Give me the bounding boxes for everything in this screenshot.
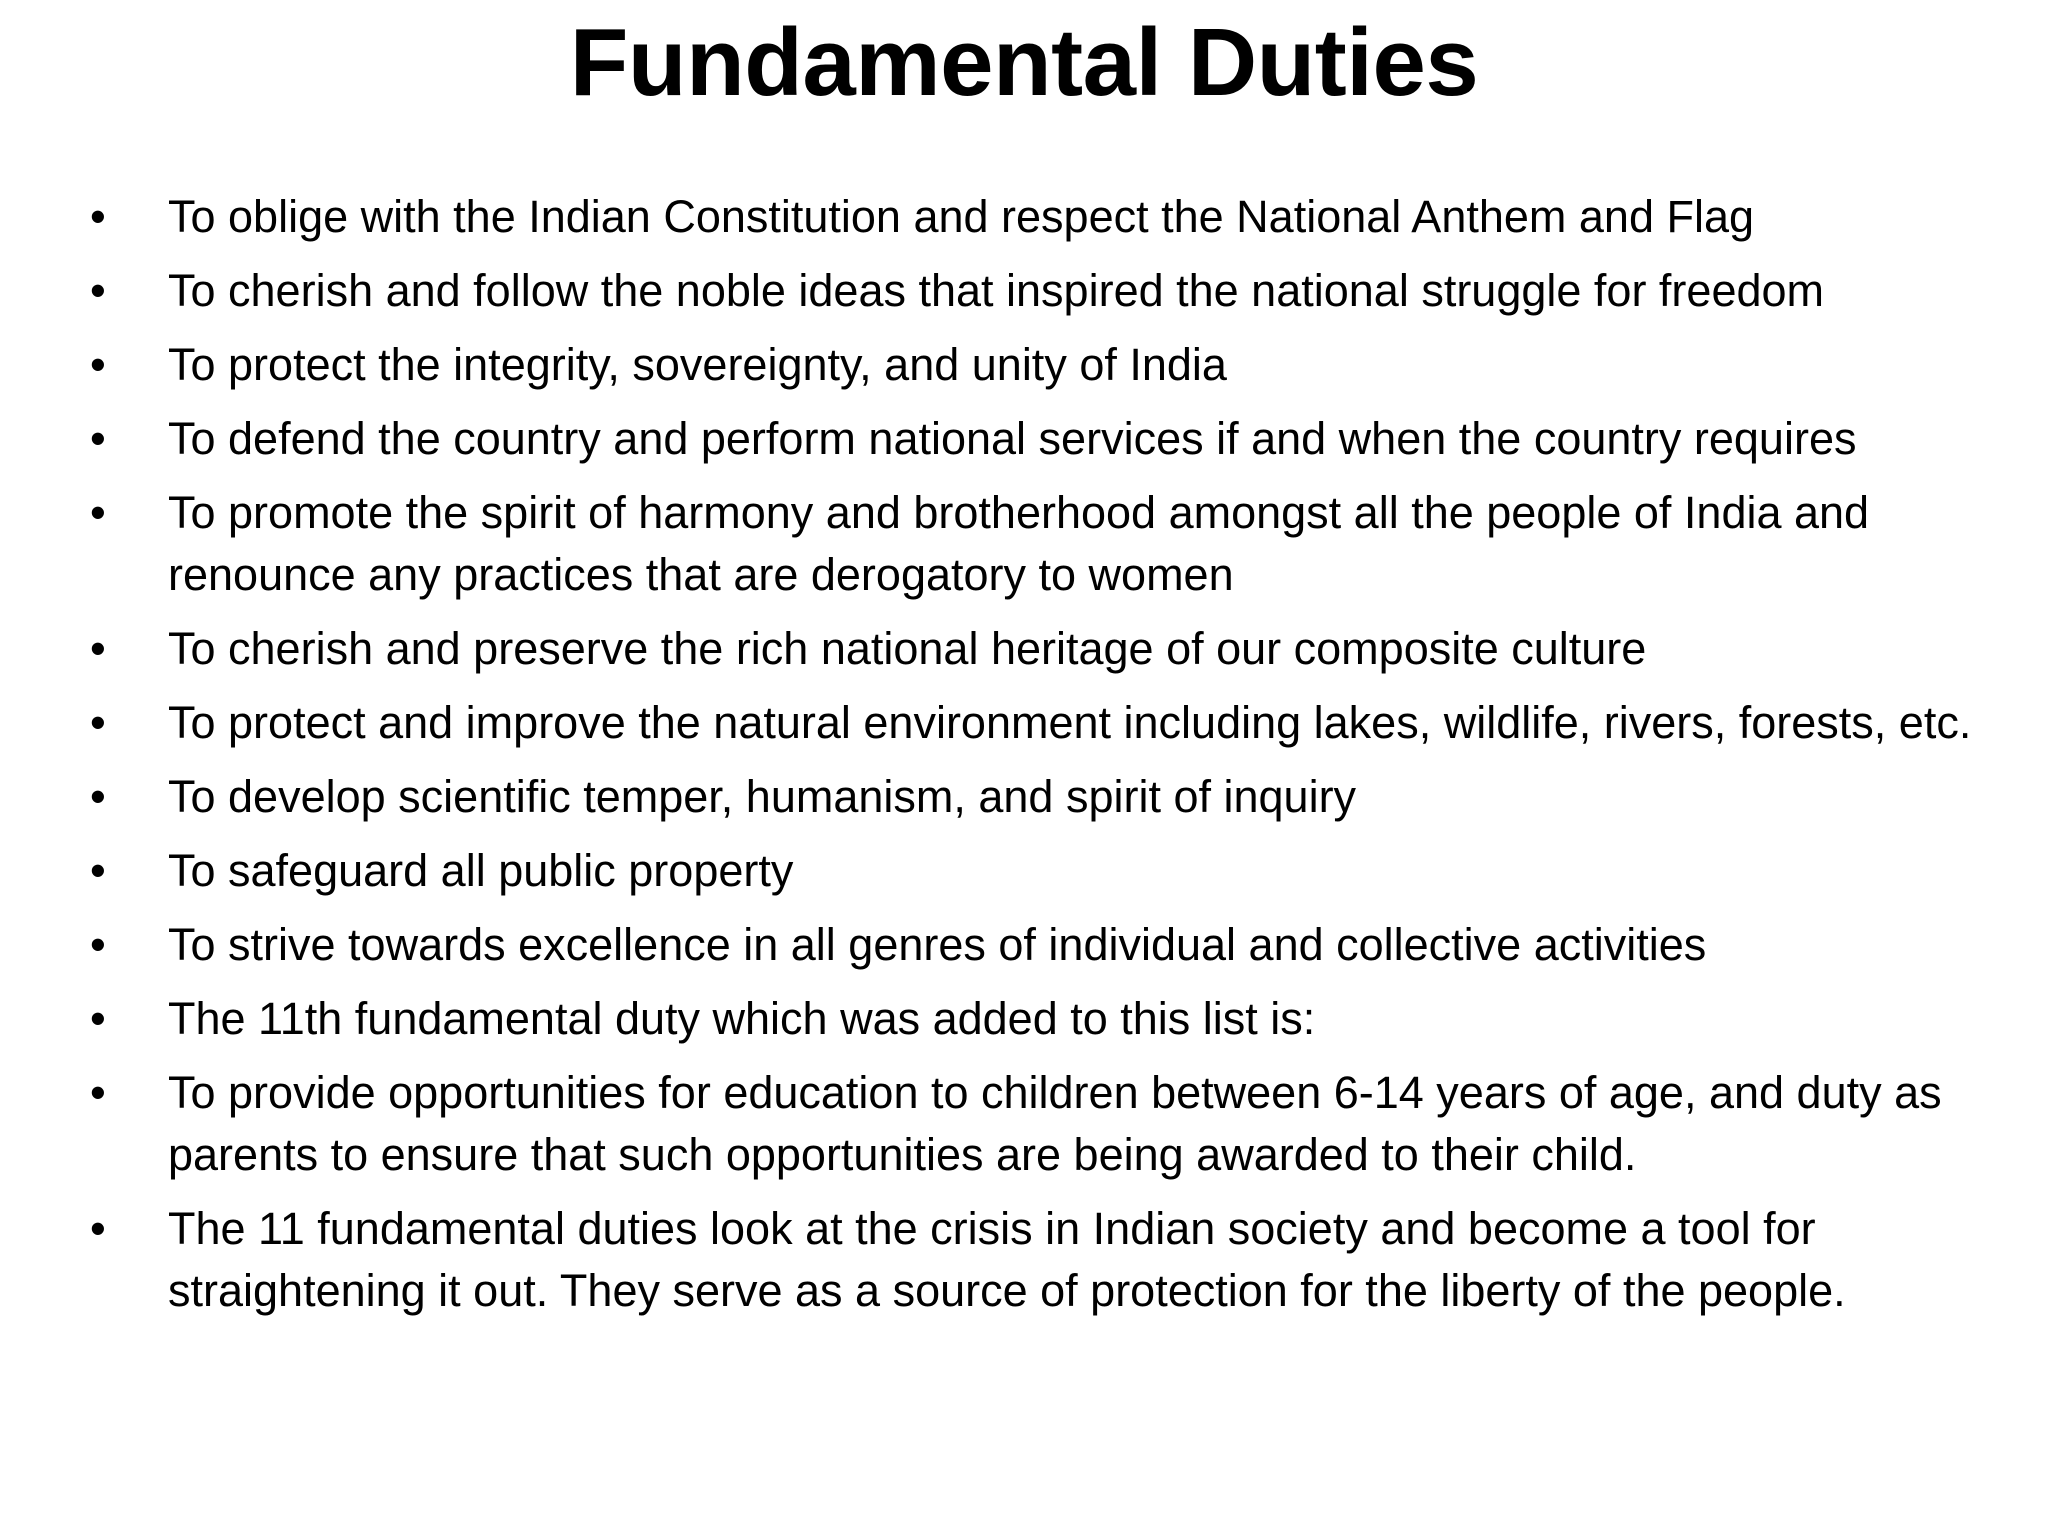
bullet-icon: • — [90, 1067, 106, 1118]
bullet-text: To promote the spirit of harmony and brotherhood amongst all the people of India and renounce any practices that are derogatory to women — [168, 487, 1870, 600]
bullet-icon: • — [90, 1203, 106, 1254]
bullet-icon: • — [90, 993, 106, 1044]
slide-title: Fundamental Duties — [569, 9, 1479, 116]
bullet-icon: • — [90, 623, 106, 674]
bullet-icon: • — [90, 265, 106, 316]
bullet-item — [80, 914, 1980, 976]
bullet-item — [80, 692, 1980, 754]
bullet-text: The 11 fundamental duties look at the crisis in Indian society and become a tool for straightening it out. They serve as a source of protection for the liberty of the people. — [168, 1203, 1846, 1316]
bullet-item — [80, 260, 1980, 322]
bullet-text: To oblige with the Indian Constitution and respect the National Anthem and Flag — [168, 191, 1755, 242]
bullet-icon: • — [90, 771, 106, 822]
bullet-item — [80, 186, 1980, 248]
bullet-text: To cherish and follow the noble ideas that inspired the national struggle for freedom — [168, 265, 1825, 316]
bullet-text: To safeguard all public property — [168, 845, 794, 896]
bullet-text: To strive towards excellence in all genres of individual and collective activities — [168, 919, 1707, 970]
bullet-item — [80, 988, 1980, 1050]
bullet-icon: • — [90, 487, 106, 538]
bullet-item — [80, 1198, 1980, 1322]
bullet-icon: • — [90, 697, 106, 748]
bullet-text: To cherish and preserve the rich national heritage of our composite culture — [168, 623, 1647, 674]
bullet-item — [80, 1062, 1980, 1186]
bullet-item — [80, 766, 1980, 828]
bullet-item — [80, 334, 1980, 396]
bullet-text: The 11th fundamental duty which was added to this list is: — [168, 993, 1316, 1044]
bullet-text: To protect the integrity, sovereignty, and unity of India — [168, 339, 1227, 390]
bullet-icon: • — [90, 413, 106, 464]
bullet-icon: • — [90, 191, 106, 242]
bullet-icon: • — [90, 339, 106, 390]
bullet-item — [80, 618, 1980, 680]
bullet-text: To provide opportunities for education to children between 6-14 years of age, and duty as parents to ensure that such opportunities are being awarded to their child. — [168, 1067, 1942, 1180]
bullet-icon: • — [90, 845, 106, 896]
bullet-text: To protect and improve the natural environment including lakes, wildlife, rivers, forests, etc. — [168, 697, 1972, 748]
bullet-icon: • — [90, 919, 106, 970]
bullet-list — [80, 186, 1980, 1334]
bullet-item — [80, 840, 1980, 902]
bullet-item — [80, 482, 1980, 606]
bullet-text: To defend the country and perform national services if and when the country requires — [168, 413, 1857, 464]
bullet-item — [80, 408, 1980, 470]
bullet-text: To develop scientific temper, humanism, and spirit of inquiry — [168, 771, 1357, 822]
